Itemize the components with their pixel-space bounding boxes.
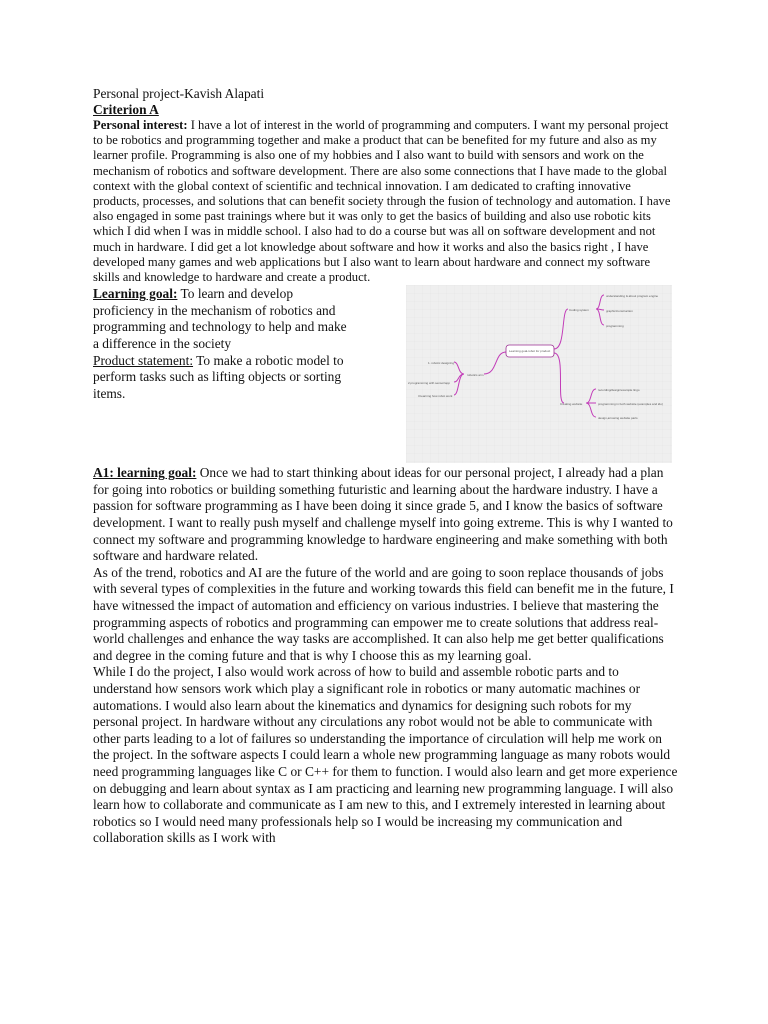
mind-map-left-hub: robotics arm bbox=[467, 373, 484, 378]
mind-map-left-item: 1. robotic designing bbox=[428, 361, 455, 366]
a1-label: A1: learning goal: bbox=[93, 465, 197, 481]
learning-goal-label: Learning goal: bbox=[93, 286, 178, 302]
mind-map-right-bottom-item: recording/design/example lingo bbox=[598, 388, 640, 393]
criterion-heading: Criterion A bbox=[93, 102, 159, 117]
document-title: Personal project-Kavish Alapati bbox=[93, 86, 265, 101]
mind-map-right-top-item: understanding & about program engine bbox=[606, 294, 659, 299]
mind-map-right-bottom-item: design,arrowing website parts bbox=[598, 416, 638, 421]
personal-interest-label: Personal interest: bbox=[93, 118, 188, 132]
product-statement-label: Product statement: bbox=[93, 352, 194, 368]
mind-map-center-label: Learning goal-robot for product bbox=[509, 349, 551, 354]
mind-map-right-bottom-item: programming in both website (examples and ido) bbox=[598, 402, 663, 407]
personal-interest-text: I have a lot of interest in the world of programming and computers. I want my personal project to be robotics and programming together and make a product that can be benefited for my future and also as my learner profile. Programming is also one of my hobbies and I also want to build with sensors and work on the mechanism of robotics and software development. There are also some connections that I have made to the global context with the global context of scientific and technical innovation. I am dedicated to crafting innovative products, processes, and solutions that can benefit society through the fusion of technology and automation. I have also engaged in some past trainings where but it was only to get the basics of building and also use robotic kits which I did when I was in middle school. I also had to do a course but was all on software development and not much in hardware. I did get a lot knowledge about software and how it works and also the basics right , I have developed many games and web applications but I also want to learn about hardware and connect my software skills and knowledge to hardware and create a product. bbox=[93, 118, 671, 285]
a1-text: Once we had to start thinking about ideas for our personal project, I already had a plan for going into robotics or building something futuristic and learning about the hardware industry. I have a passion for software programming as I have been doing it since grade 5, and I know the basics of software development. I want to really push myself and challenge myself into going extreme. This is why I wanted to connect my software and programming knowledge to hardware engineering and make something with both software and hardware related. bbox=[93, 465, 673, 564]
mind-map-right-bottom-hub: Creating website bbox=[560, 402, 583, 407]
mind-map-svg bbox=[406, 285, 672, 463]
personal-interest-paragraph bbox=[93, 118, 678, 285]
trend-paragraph: As of the trend, robotics and AI are the future of the world and are going to soon replace thousands of jobs with several types of complexities in the future and working towards this field can benefit me in the future, I have witnessed the impact of automation and efficiency on various industries. I believe that mastering the programming aspects of robotics and programming can empower me to create solutions that address real-world challenges and enhance the way tasks are accomplished. It can also help me get better qualifications and degree in the coming future and that is why I choose this as my learning goal. bbox=[93, 564, 674, 663]
mind-map-left-item: 2.programming with sensor/app bbox=[408, 381, 451, 386]
document-page bbox=[93, 86, 678, 847]
mind-map-right-top-hub: Coding system bbox=[569, 308, 589, 313]
mind-map-right-top-item: graphic/construction bbox=[606, 309, 633, 314]
product-statement-text: To make a robotic model to perform tasks such as lifting objects or sorting items. bbox=[93, 352, 344, 401]
a1-paragraph bbox=[93, 465, 678, 565]
learning-goal-section bbox=[93, 285, 678, 463]
learning-goal-text: To learn and develop proficiency in the mechanism of robotics and programming and technology to help and make a difference in the society bbox=[93, 286, 347, 352]
mind-map-left-item: 3.learning how robot work bbox=[418, 394, 453, 399]
mind-map-right-top-item: programming bbox=[606, 324, 624, 329]
mind-map-image bbox=[406, 285, 672, 463]
learning-goal-block bbox=[93, 286, 355, 402]
project-paragraph: While I do the project, I also would work across of how to build and assemble robotic parts and to understand how sensors work which play a significant role in robotics or many automatic machines or automations. I would also learn about the kinematics and dynamics for designing such robots for my personal project. In hardware without any circulations any robot would not be able to communicate with other parts leading to a lot of failures so understanding the importance of circulation will help me work on the project. In the software aspects I could learn a whole new programming language as many robots would need programming languages like C or C++ for them to function. I would also learn and get more experience on debugging and learn about syntax as I am practicing and learning new programming language. I will also learn how to collaborate and communicate as I am new to this, and I extremely interested in learning about robotics so I would need many professionals help so I would be increasing my communication and collaboration skills as I work with bbox=[93, 664, 678, 846]
